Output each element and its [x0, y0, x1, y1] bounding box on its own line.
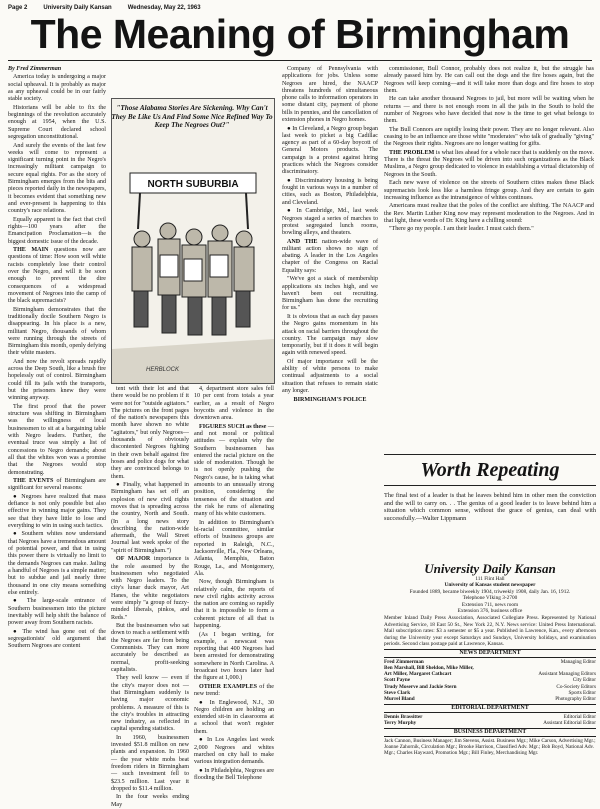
paragraph: OTHER EXAMPLES of the new trend:: [194, 683, 274, 698]
column-2: [111, 386, 190, 808]
bullet-item: ● Discriminatory housing is being fought in various ways in a number of cities, such as Boston, Philadelphia, and Cleveland.: [282, 177, 378, 206]
subhead: THE MAIN: [13, 247, 49, 254]
paragraph: Now, though Birmingham is relatively calm, the reports of new civil rights activity across the nation are coming so rapidly that it is impossible to form a coherent picture of all that is happening.: [194, 579, 274, 630]
issue-date: Wednesday, May 22, 1963: [127, 5, 201, 11]
paper-name: University Daily Kansan: [43, 5, 112, 11]
paragraph: AND THE nation-wide wave of militant action shows no sign of abating. A leader in the Los Angeles chapter of the Congress on Racial Equality says:: [282, 238, 379, 274]
editorial-cartoon: [111, 98, 275, 384]
bullet-item: ● In Philadelphia, Negroes are flooding the Bell Telephone: [194, 767, 274, 781]
paragraph: But the businessmen who sat down to reach a settlement with the Negroes are far from being Communists. They can more accurately be described as normal, profit-seeking capitalists.: [111, 623, 189, 673]
subhead: AND THE: [287, 238, 318, 245]
worth-repeating-quote: The final test of a leader is that he leaves behind him in other men the conviction and the will to carry on. . . The genius of a good leader is to leave behind him a situation which common sense, without the grace of genius, can deal with successfully.—Walter Lippmann: [384, 492, 596, 522]
staff-row: Trudy Moserve and Jackie Stern Co-Society Editors: [384, 683, 596, 690]
paragraph: Birmingham demonstrates that the traditionally docile Southern Negro is disappearing. In his place is a new, militant Negro, thousands of whom were running through the streets of Birmingham this month, openly defying their white masters.: [8, 306, 106, 357]
paragraph: FIGURES SUCH as these — and not moral or political attitudes — explain why the Southern businessmen has entered the racial picture on the side of moderation. Though he is not openly pushing the Negro's cause, he is taking what amounts to an unusually strong position, considering the tenseness of the situation and the risk he runs of alienating many of his white customers.: [194, 423, 274, 518]
paragraph: America today is undergoing a major social upheaval. It is probably as major as any upheaval could be in our fairly stable society.: [8, 74, 106, 103]
masthead-founded: Founded 1889, became biweekly 1904, triweekly 1908, daily Jan. 16, 1912.: [409, 588, 571, 595]
paragraph: "We've got a stack of membership applications six inches high, and we haven't been out recruiting. Birmingham has done the recruiting for us.": [282, 276, 378, 312]
paragraph: In 1960, businessmen invested $51.8 million on new plants and expansion. In 1960 — the year white mobs beat freedom riders in Birmingham — such investment fell to $23.5 million. Last year it dropped to $11.4 million.: [111, 734, 189, 792]
staff-row: Dennis Brassitter Editorial Editor: [384, 713, 596, 720]
column-1: [8, 66, 106, 782]
bullet-item: ● In Los Angeles last week 2,000 Negroes and whites marched on city hall to make various integration demands.: [194, 737, 274, 766]
subhead: THE PROBLEM: [389, 149, 435, 156]
staff-row: Fred Zimmerman Managing Editor: [384, 658, 596, 665]
paragraph: Each new wave of violence on the streets of Southern cities makes these Black supremacists look less like a harmless fringe group. And they are certain to gain increasing influence as the intransigence of whites continues.: [384, 180, 594, 201]
paragraph: The Bull Connors are rapidly losing their power. They are no longer relevant. Also ceasing to be an influence are those white "moderates" who talk of gradually "giving" the Negroes their rights. Negroes are no longer waiting for gifts.: [384, 126, 594, 148]
cartoon-sign-text: NORTH SUBURBIA: [147, 179, 239, 190]
paragraph: Historians will be able to fix the beginnings of the revolution accurately enough at 1954, when the U.S. Supreme Court declared school segregation unconstitutional.: [8, 104, 106, 141]
bullet-item: ● Southern whites now understand that Negroes have a tremendous amount of potential power, and that in using this power there is virtually no limit to the demands Negroes can make. Jailing a handful of Negroes is a simple matter; but to subdue and jail nearly three thousand in one city means something else entirely.: [8, 531, 106, 596]
paragraph: They well know — even if the city's mayor does not — that Birmingham suddenly is having major economic problems. A measure of this is the city's troubles in attracting new industry, as reflected in capital spending statistics.: [111, 675, 189, 733]
cartoon-caption: "Those Alabama Stories Are Sickening. Why Can't They Be Like Us And Find Some Nice Refined Way To Keep The Negroes Out?": [111, 104, 273, 130]
editorial-department-title: EDITORIAL DEPARTMENT: [384, 704, 596, 712]
headline-rule: [8, 60, 592, 61]
staff-row: Murrel Bland Photography Editor: [384, 696, 596, 703]
paragraph: OF MAJOR importance is the role assumed by the businessmen who negotiated with Negro leaders. To the city's lunar duck mayor, Art Hanes, the white negotiators were simply "a group of fuzzy-minded liberals, pinkos, and Reds.": [111, 556, 190, 621]
bullet-item: ● Finally, what happened in Birmingham has set off an explosion of new civil rights moves that is spreading across the country, North and South. (In a long news story describing the nation-wide aftermath, the Wall Street Journal last week spoke of the "spirit of Birmingham."): [111, 482, 189, 554]
paragraph: tent with their lot and that there would be no problem if it were not for "outside agitators." The pictures on the front pages of the nation's newspapers this month have shown no white "agitators," but only Negroes—thousands of obviously discontented Negroes fighting in their own behalf against fire hoses and police dogs for what they are convinced belongs to them.: [111, 386, 189, 480]
staff-row: Scott Payne City Editor: [384, 677, 596, 684]
paragraph: THE MAIN questions now are questions of time: How soon will white racists completely lose their control over the Negro, and will it be soon enough to prevent the dire consequences of a widespread movement of Negroes into the camp of the black supremacists?: [8, 247, 106, 305]
business-staff: Jack Cannon, Business Manager; Jim Stevens, Assist. Business Mgr.; Mike Carson, Advertising Mgr.; Joanne Zahornik, Circulation Mgr.; Brooke Harrison, Classified Adv. Mgr.; Bob Boyd, National Adv. Mgr.; Charles Hayward, Promotion Mgr.; Bill Finley, Merchandising Mgr.: [384, 737, 596, 756]
paragraph: The first proof that the power structure was shifting in Birmingham was the willingness of local businessmen to sit at a bargaining table with Negro leaders. Further, the eventual truce was simply a list of concessions to Negro demands; about all that the whites won was a promise that the Negroes would stop demonstrating.: [8, 403, 106, 476]
page-number: Page 2: [8, 5, 28, 11]
subhead: THE EVENTS: [13, 478, 54, 485]
business-department-title: BUSINESS DEPARTMENT: [384, 728, 596, 736]
subhead: OTHER EXAMPLES: [199, 683, 258, 690]
news-department-title: NEWS DEPARTMENT: [384, 649, 596, 657]
paragraph: (As I began writing, for example, a newscast was reporting that 400 Negroes had been arrested for demonstrating somewhere in North Carolina. A broadcast two hours later had the figure at 1,000.): [194, 631, 274, 682]
paragraph: He can take another thousand Negroes to jail, but more will be waiting when he returns — and there is not enough room in all the jails in the South to hold the number of Negroes who have decided that now is the time to get what belongs to them.: [384, 96, 594, 125]
subhead: FIGURES SUCH as these: [199, 423, 267, 430]
paragraph: It is obvious that as each day passes the Negro gains momentum in his attack on racial barriers throughout the country. The campaign may slow temporarily, but if it does it will begin again with renewed speed.: [282, 313, 378, 357]
paragraph: In addition to Birmingham's bi-racial committee, similar efforts of business groups are reported in Raleigh, N.C., Jacksonville, Fla., New Orleans, Atlanta, Memphis, Baton Rouge, La., and Montgomery, Ala.: [194, 519, 274, 577]
paragraph: commissioner, Bull Connor, probably does not realize it, but the struggle has already passed him by. He can call out the dogs and the fire hoses again, but the Negroes will keep coming—and it will take more than dogs and fire hoses to stop them.: [384, 66, 594, 94]
masthead-phone: Telephone VIking 3-2700: [462, 595, 518, 602]
bullet-item: ● In Cambridge, Md., last week Negroes staged a series of marches to protest segregated lunch rooms, bowling alleys, and theaters.: [282, 208, 378, 237]
paragraph: Equally apparent is the fact that civil rights—100 years after the Emancipation Proclamation—is the biggest domestic issue of the decade.: [8, 216, 106, 245]
cartoon-signature-text: HERBLOCK: [146, 367, 180, 373]
staff-row: Steve Clark Sports Editor: [384, 689, 596, 696]
bullet-item: ● The large-scale entrance of Southern businessmen into the picture inevitably will help shift the balance of power away from Southern racists.: [8, 598, 106, 627]
paragraph: And now the revolt spreads rapidly across the Deep South, like a brush fire hopelessly out of control. Birmingham could fill its jails with the transports, but the prisoners knew they were winning anyway.: [8, 358, 106, 402]
paragraph: THE EVENTS of Birmingham are significant for several reasons:: [8, 478, 106, 492]
staff-row: Ben Marshall, Bill Sheldon, Mike Miller,: [384, 665, 474, 672]
masthead-membership: Member Inland Daily Press Association, Associated Collegiate Press. Represented by National Advertising Service, 18 East 50 St., New York 22, N.Y. News service: United Press International. Mail subscription rates: $3 a semester or $5 a year. Published in Lawrence, Kan., every afternoon during the University year except Saturdays and Sundays, University holidays, and examination periods. Second class postage paid at Lawrence, Kansas.: [384, 615, 596, 648]
staff-row: Art Miller, Margaret Cathcart Assistant Managing Editors: [384, 671, 596, 678]
paragraph: Company of Pennsylvania with applications for jobs. Unless some Negroes are hired, the NAACP threatens hundreds of simultaneous phone calls to information operators in some distant city, payment of phone bills in pennies, and the cancellation of extension phones in Negro homes.: [282, 66, 378, 124]
bullet-item: ● Negroes have realized that mass defiance is not only possible but also effective in winning major gains. They see that they have little to lose and everything to win in using such tactics.: [8, 493, 106, 529]
continuation-subhead: BIRMINGHAM'S POLICE: [293, 396, 367, 403]
masthead-phone: Extension 376, business office: [457, 608, 523, 615]
masthead-phone: Extension 711, news room: [461, 601, 519, 608]
paragraph: And surely the events of the last few weeks will come to represent a significant turning point in the Negro's increasingly militant campaign to secure equal rights. For as the story of Birmingham emerges from the bits and pieces reported daily in the newspapers, it becomes evident that something new and ever-present is happening to this country's race relations.: [8, 142, 106, 215]
bullet-item: ● In Cleveland, a Negro group began last week to picket a big Cadillac agency as part of a 60-day boycott of General Motors products. The campaign is a protest against hiring practices which the Negroes consider discriminatory.: [282, 125, 378, 176]
byline: By Fred Zimmerman: [8, 66, 62, 72]
cartoon-drawing-icon: [112, 99, 274, 383]
column-4: [282, 66, 378, 450]
masthead-brand: University Daily Kansan: [424, 561, 556, 576]
subhead: OF MAJOR: [116, 556, 151, 563]
column-3: [194, 386, 274, 782]
paragraph: Of major importance will be the ability of white persons to make continual adjustments to a social situation that refuses to remain static any longer.: [282, 358, 378, 395]
staff-row: Terry Murphy Assistant Editorial Editor: [384, 719, 596, 726]
masthead-tagline: University of Kansas student newspaper: [444, 582, 536, 589]
bullet-item: ● The wind has gone out of the segregationists' old argument that Southern Negroes are content: [8, 628, 106, 650]
worth-repeating-title: Worth Repeating: [384, 454, 596, 486]
bullet-item: ● In Englewood, N.J., 30 Negro children are holding an extended sit-in in classrooms at a school that won't register them.: [194, 699, 274, 735]
masthead-address: 111 Flint Hall: [475, 576, 505, 582]
headline: The Meaning of Birmingham: [30, 11, 570, 57]
paragraph: In the four weeks ending May: [111, 794, 189, 808]
column-5: [384, 66, 594, 450]
paragraph: THE PROBLEM is what lies ahead for a whole race that is suddenly on the move. There is the threat the Negroes will be driven into such organizations as the Black Muslims, a Negro group dedicated to violence in establishing a virtual dictatorship of Negroes in the South.: [384, 149, 594, 178]
paragraph: "There go my people. I am their leader. I must catch them.": [389, 226, 534, 233]
masthead: [384, 562, 596, 756]
paragraph: Americans must realize that the poles of the conflict are shifting. The NAACP and the Rev. Martin Luther King now may represent moderation to the Negroes. And in that light, these words of Dr. King have a chilling sound:: [384, 203, 594, 224]
paragraph: 4, department store sales fell 10 per cent from totals a year earlier, as a result of Negro boycotts and violence in the downtown area.: [194, 386, 274, 422]
